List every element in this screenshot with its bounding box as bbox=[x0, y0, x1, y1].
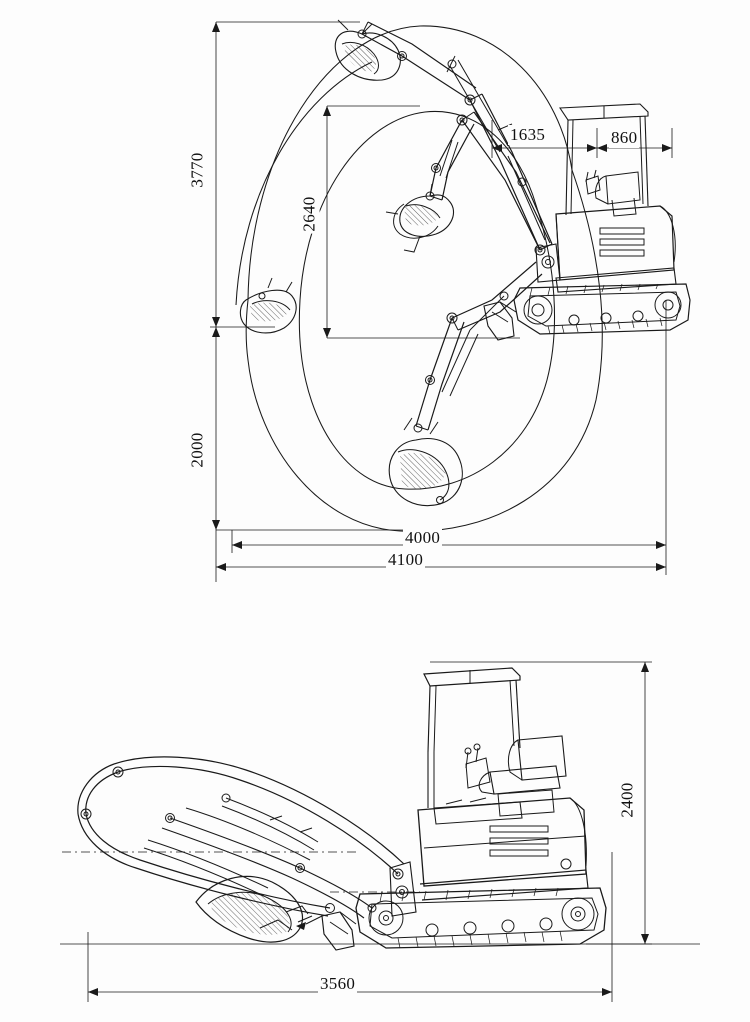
extension-lines-side bbox=[60, 662, 700, 1002]
dimension-arrowheads bbox=[212, 22, 672, 571]
dimension-max-dig-depth: 2000 bbox=[187, 432, 207, 468]
dimension-overall-height: 2400 bbox=[617, 782, 637, 818]
side-elevation-view bbox=[0, 612, 750, 1022]
dimension-max-dig-height: 3770 bbox=[187, 152, 207, 188]
dimension-tail-swing-radius: 860 bbox=[611, 128, 638, 147]
operator-station bbox=[434, 736, 566, 824]
upper-structure bbox=[418, 798, 588, 900]
dimension-max-dig-reach-ground: 4000 bbox=[405, 528, 441, 547]
dimension-max-dump-height: 2640 bbox=[299, 196, 319, 232]
dimension-max-dig-reach: 4100 bbox=[388, 550, 424, 569]
dimension-boom-swing-offset: 1635 bbox=[510, 125, 546, 144]
dimension-overall-length: 3560 bbox=[320, 974, 356, 993]
dimension-arrowheads-side bbox=[88, 662, 649, 996]
